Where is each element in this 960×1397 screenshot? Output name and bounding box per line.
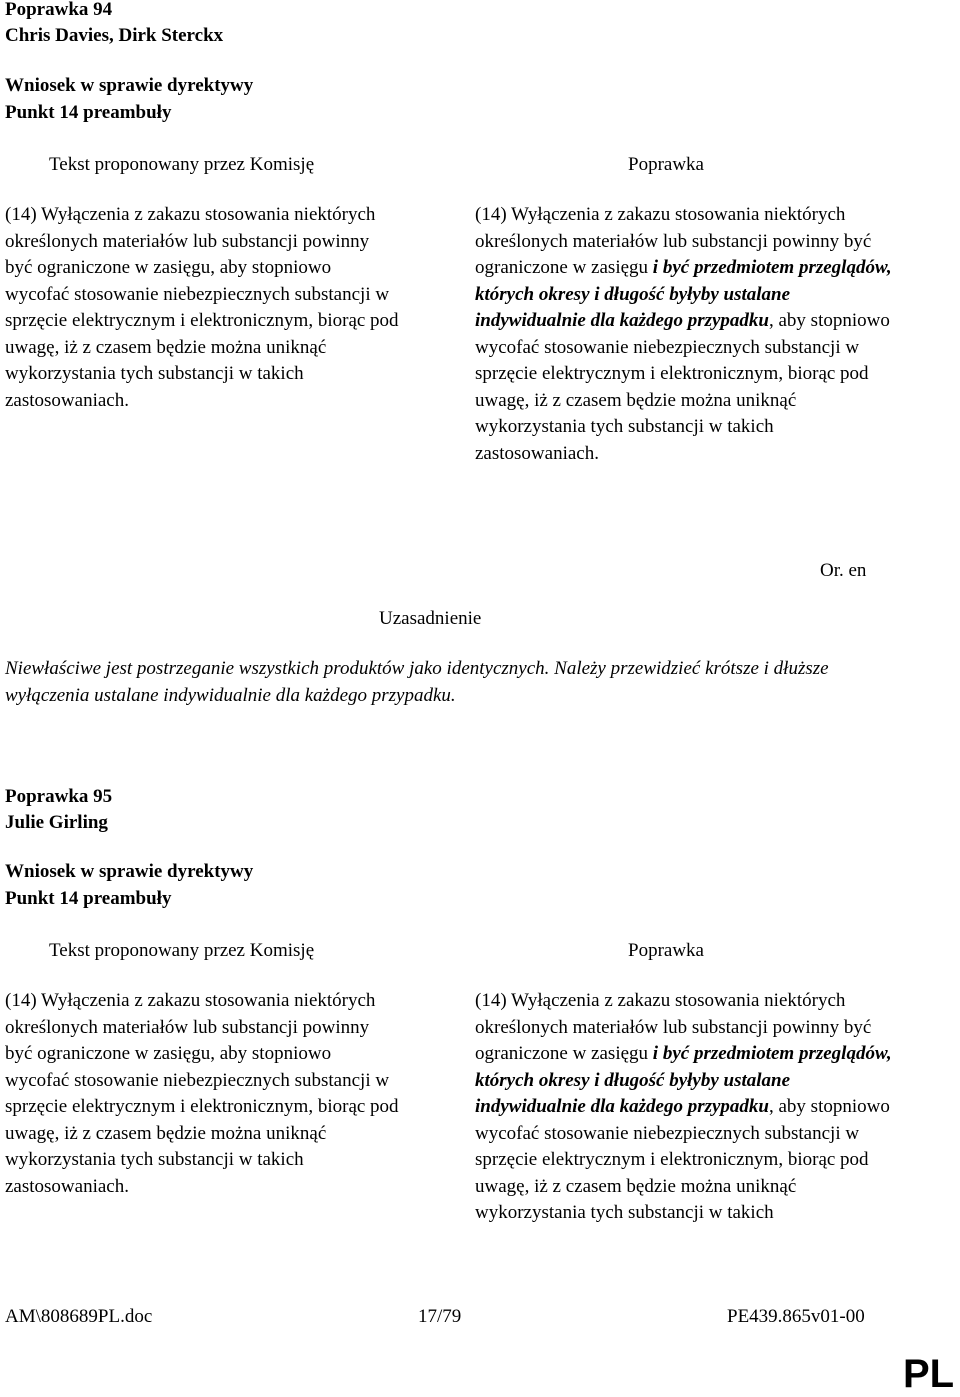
justification-header: Uzasadnienie — [379, 608, 482, 629]
footer-language-code: PL — [903, 1352, 955, 1396]
amendment-94-left-text: (14) Wyłączenia z zakazu stosowania niektórych określonych materiałów lub substancji powinny być ograniczone w zasięgu, aby stopniowo wycofać stosowanie niebezpiecznych substancji w sprzęcie elektrycznym i elektronicznym, biorąc pod uwagę, iż z czasem będzie można uniknąć wykorzystania tych substancji w takich zastosowaniach. — [5, 204, 399, 411]
amendment-95-right-text: (14) Wyłączenia z zakazu stosowania niektórych określonych materiałów lub substancji powinny być ograniczone w zasięgu i być przedmiotem przeglądów, których okresy i długość byłyby ustalane indywidualnie dla każdego przypadku, aby stopniowo wycofać stosowanie niebezpiecznych substancji w sprzęcie elektrycznym i elektronicznym, biorąc pod uwagę, iż z czasem będzie można uniknąć wykorzystania tych substancji w takich — [475, 990, 892, 1223]
footer-doc-ref: AM\808689PL.doc — [5, 1306, 153, 1327]
amendment-94-point: Punkt 14 preambuły — [5, 102, 172, 123]
amendment-94-authors: Chris Davies, Dirk Sterckx — [5, 25, 224, 46]
amendment-95-title: Poprawka 95 — [5, 786, 113, 807]
amendment-95-left-text: (14) Wyłączenia z zakazu stosowania niektórych określonych materiałów lub substancji powinny być ograniczone w zasięgu, aby stopniowo wycofać stosowanie niebezpiecznych substancji w sprzęcie elektrycznym i elektronicznym, biorąc pod uwagę, iż z czasem będzie można uniknąć wykorzystania tych substancji w takich zastosowaniach. — [5, 990, 399, 1197]
amendment-94-left-header: Tekst proponowany przez Komisję — [49, 154, 315, 175]
amendment-95-authors: Julie Girling — [5, 812, 108, 833]
amendment-95-proposal: Wniosek w sprawie dyrektywy — [5, 861, 254, 882]
justification-text: Niewłaściwe jest postrzeganie wszystkich produktów jako identycznych. Należy przewidzieć krótsze i dłuższe wyłączenia ustalane indywidualnie dla każdego przypadku. — [5, 658, 829, 706]
amendment-95-point: Punkt 14 preambuły — [5, 888, 172, 909]
amendment-94-proposal: Wniosek w sprawie dyrektywy — [5, 75, 254, 96]
amendment-94-title: Poprawka 94 — [5, 0, 113, 20]
original-language: Or. en — [820, 560, 867, 581]
amendment-95-left-header: Tekst proponowany przez Komisję — [49, 940, 315, 961]
amendment-94-right-text: (14) Wyłączenia z zakazu stosowania niektórych określonych materiałów lub substancji powinny być ograniczone w zasięgu i być przedmiotem przeglądów, których okresy i długość byłyby ustalane indywidualnie dla każdego przypadku, aby stopniowo wycofać stosowanie niebezpiecznych substancji w sprzęcie elektrycznym i elektronicznym, biorąc pod uwagę, iż z czasem będzie można uniknąć wykorzystania tych substancji w takich zastosowaniach. — [475, 204, 892, 464]
amendment-95-right-header: Poprawka — [628, 940, 704, 961]
footer-pe-ref: PE439.865v01-00 — [727, 1306, 865, 1327]
amendment-94-change: i być przedmiotem przeglądów, których okresy i długość byłyby ustalane indywidualnie dla każdego przypadku — [475, 257, 892, 331]
footer-page-number: 17/79 — [418, 1306, 462, 1327]
amendment-94-right-header: Poprawka — [628, 154, 704, 175]
amendment-95-change: i być przedmiotem przeglądów, których okresy i długość byłyby ustalane indywidualnie dla każdego przypadku — [475, 1043, 892, 1117]
